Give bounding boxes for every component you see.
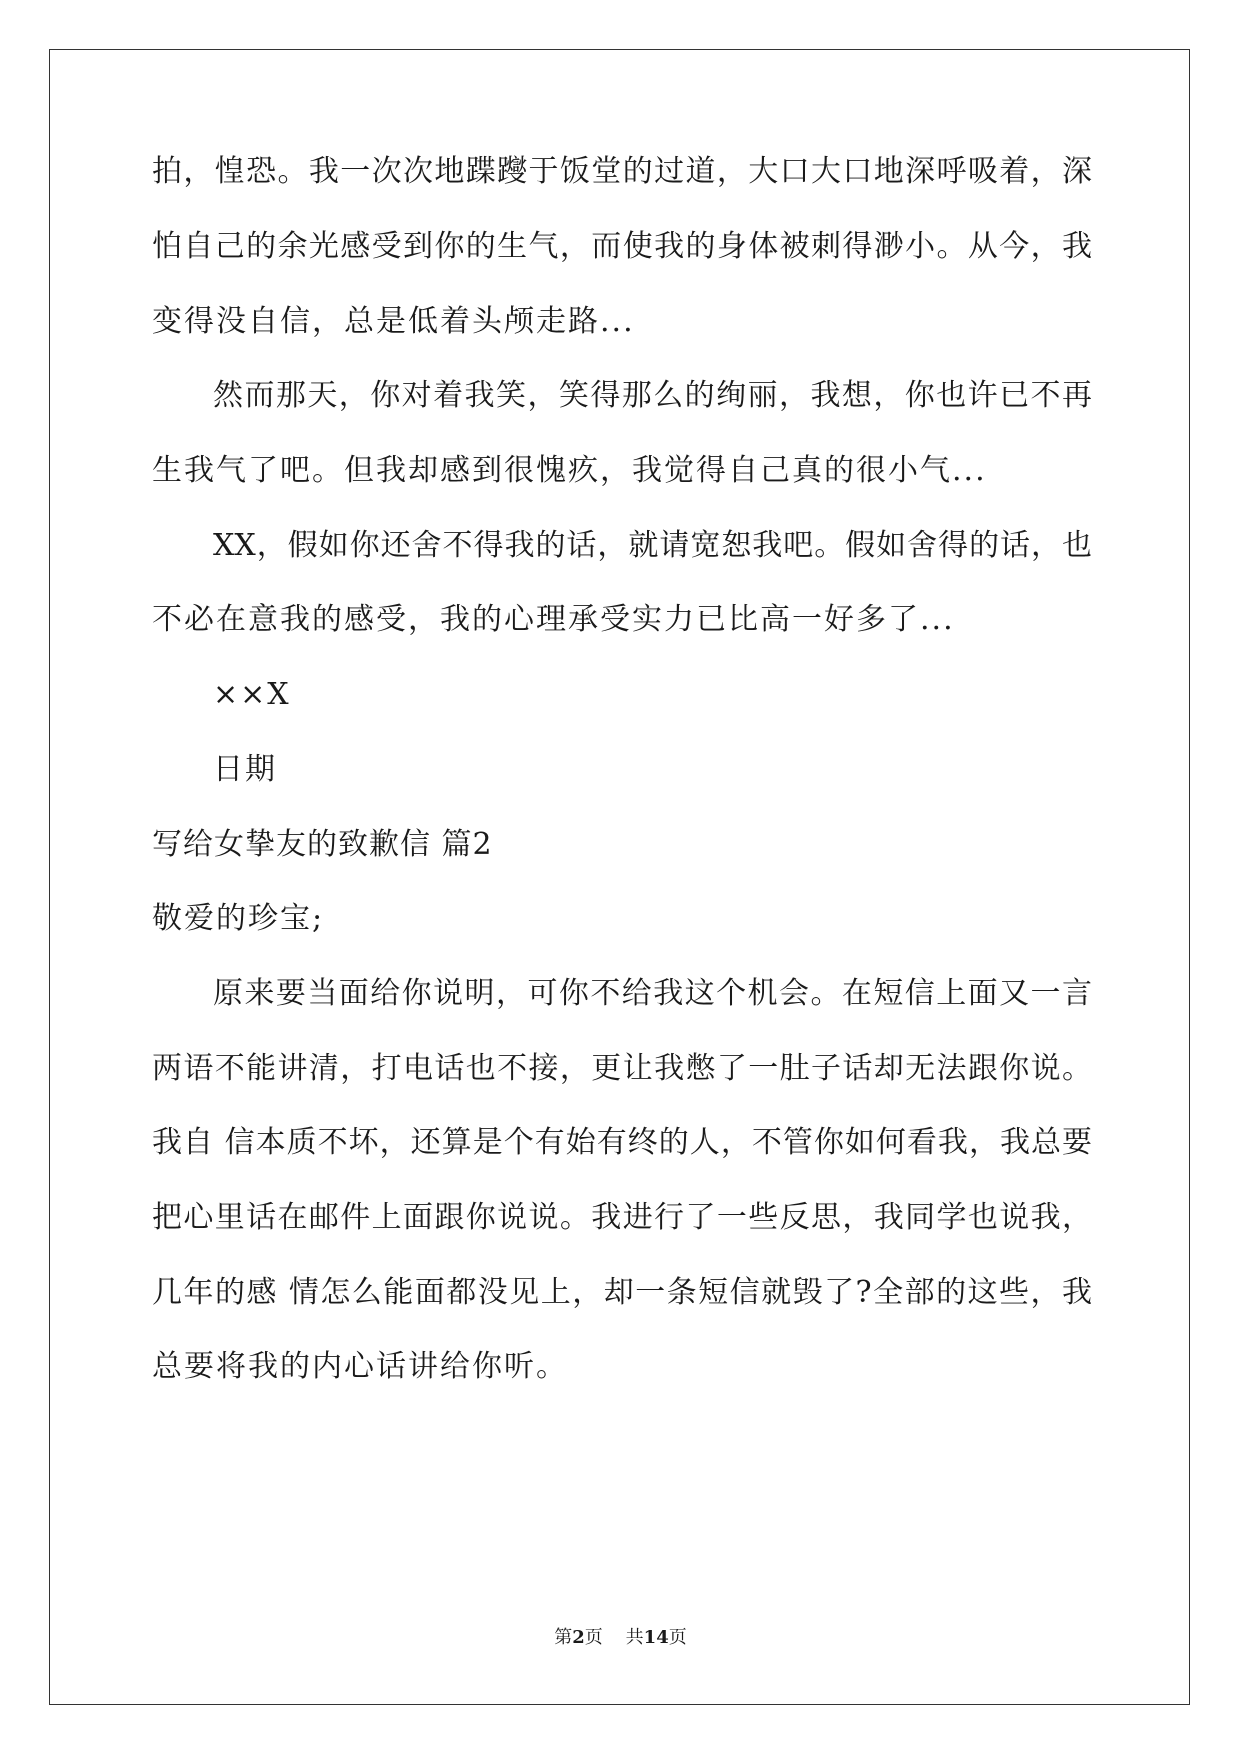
text-line: 几年的感 情怎么能面都没见上，却一条短信就毁了?全部的这些，我: [152, 1275, 1092, 1310]
salutation: 敬爱的珍宝;: [152, 901, 325, 936]
page-footer: [0, 1626, 1241, 1650]
text-line: 怕自己的余光感受到你的生气，而使我的身体被刺得渺小。从今，我: [152, 229, 1092, 264]
total-prefix: 共: [625, 1627, 644, 1648]
text-line: 两语不能讲清，打电话也不接，更让我憋了一肚子话却无法跟你说。: [152, 1051, 1092, 1086]
paragraph-first-line: 原来要当面给你说明，可你不给我这个机会。在短信上面又一言: [213, 976, 1092, 1011]
page-prefix: 第: [554, 1627, 573, 1648]
total-unit: 页: [668, 1627, 687, 1648]
date-label: 日期: [213, 752, 277, 787]
text-line: 不必在意我的感受，我的心理承受实力已比高一好多了...: [152, 602, 955, 637]
page-border: [49, 49, 1190, 1705]
text-line: 生我气了吧。但我却感到很愧疚，我觉得自己真的很小气...: [152, 453, 987, 488]
page-unit: 页: [584, 1627, 603, 1648]
text-line: 拍，惶恐。我一次次地蹀躞于饭堂的过道，大口大口地深呼吸着，深: [152, 154, 1092, 189]
section-heading: 写给女挚友的致歉信 篇2: [152, 827, 493, 862]
total-page-count: 14: [643, 1627, 669, 1648]
text-line: 总要将我的内心话讲给你听。: [152, 1349, 568, 1384]
current-page-number: 2: [572, 1627, 585, 1648]
paragraph-first-line: 然而那天，你对着我笑，笑得那么的绚丽，我想，你也许已不再: [213, 378, 1092, 413]
text-line: 把心里话在邮件上面跟你说说。我进行了一些反思，我同学也说我，: [152, 1200, 1092, 1235]
signature: ××X: [213, 677, 291, 712]
text-line: 变得没自信，总是低着头颅走路...: [152, 304, 635, 339]
paragraph-first-line: XX，假如你还舍不得我的话，就请宽恕我吧。假如舍得的话，也: [213, 528, 1092, 563]
text-line: 我自 信本质不坏，还算是个有始有终的人，不管你如何看我，我总要: [152, 1125, 1092, 1160]
